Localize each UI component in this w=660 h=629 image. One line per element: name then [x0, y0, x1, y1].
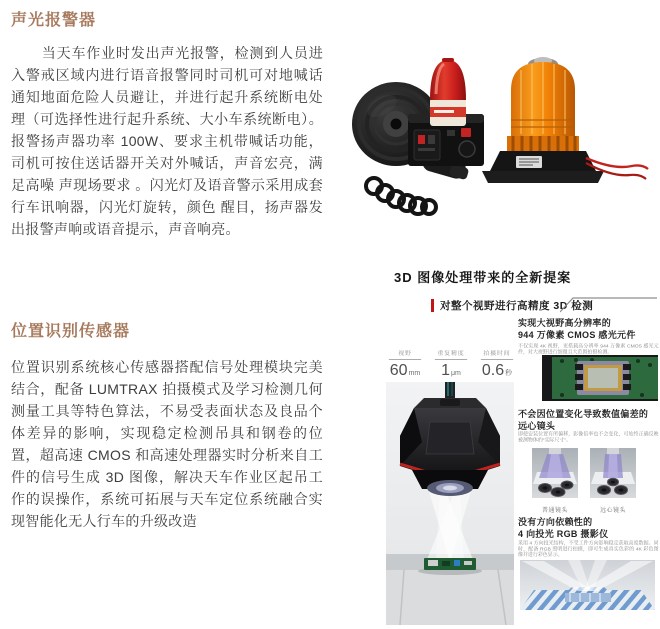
spec-value: 60: [389, 362, 408, 379]
spec-label: 重复精度: [435, 349, 467, 360]
banner-slash-line: [560, 296, 658, 314]
spec-unit: mm: [408, 370, 421, 377]
section2-body: 位置识别系统核心传感器搭配信号处理模块完美结合，配备 LUMTRAX 拍摄模式及学习检测几何测量工具等特色算法，不易受表面状态及良品个体差异的影响，实现稳定检测吊具和钢卷的位置，超高速 CMOS 和高速处理器实时分析来自工件的信号生成 3D 图像，解决天车作业区起吊工作的误操作，系统可拓展与天车定位系统融合实现智能化无人行车的升级改造: [11, 359, 323, 529]
feature1-heading: 实现大视野高分辨率的 944 万像素 CMOS 感光元件: [518, 318, 636, 340]
red-beacon-icon: [430, 58, 466, 126]
normal-lens-caption: 普通镜头: [541, 508, 568, 514]
panel3d-title: 3D 图像处理带来的全新提案: [394, 270, 572, 285]
spec-field-of-view: [386, 347, 424, 380]
feature2-heading: 不会因位置变化导致数值偏差的 远心镜头: [518, 409, 649, 431]
orange-strobe-icon: [482, 57, 648, 183]
red-accent-bar: [431, 299, 434, 312]
spec-value: 0.6: [481, 362, 505, 379]
pcb-workpiece: [418, 558, 482, 575]
spec-label: 视野: [389, 349, 421, 360]
spec-list: [386, 347, 516, 380]
section1-title: 声光报警器: [11, 12, 97, 29]
3d-scanner-photo: [386, 382, 514, 629]
spec-repeatability: [432, 347, 470, 380]
feature3-fine-print: 采用 4 方向投光结构，不受工件方向影响稳定获取高度数据。同时，配备 RGB 照明进行拍摄，即可生成真实色彩的 4K 彩色图像并进行彩色显示。: [518, 540, 659, 558]
spec-unit: 秒: [505, 370, 513, 377]
alarm-devices-photo: [330, 28, 660, 255]
cmos-sensor-photo: [542, 355, 658, 406]
spec-capture-time: [478, 347, 516, 380]
telecentric-lens-caption: 远心镜头: [599, 508, 626, 514]
structured-light-photo: [520, 560, 655, 615]
section2-title: 位置识别传感器: [11, 323, 131, 340]
telecentric-lens-figure: [590, 448, 636, 514]
normal-lens-figure: [532, 448, 578, 514]
feature1-fine-print: 不仅实现 4K 视野，更搭载高分辨率 944 万像素 CMOS 感光元件，对大视野进行细微且大范围拍摄检测。: [518, 343, 659, 355]
section1-body: 当天车作业时发出声光报警，检测到人员进入警戒区域内进行语音报警同时司机可对地喊话通知地面危险人员避让，并进行起升系统断电处理（可选择性进行起升系统、大小车系统断电）。报警扬声器功率 100W、要求主机带喊话功能，司机可按住送话器开关对外喊话，声音宏亮，满足高噪 声现场要求 。闪光灯及语音警示采用成套行车讯响器，闪光灯旋转，颜色 醒目，扬声器发出报警声响或语音提示，声音响亮。: [11, 45, 323, 237]
feature2-fine-print: 即使安装位置有所偏移，影像倍率也不会变化，可始终正确反映被测物体的“实际尺寸”。: [518, 431, 659, 443]
feature3-heading: 没有方向依赖性的 4 向投光 RGB 摄影仪: [518, 517, 609, 539]
spec-unit: μm: [451, 370, 461, 377]
spec-label: 拍摄时间: [481, 349, 513, 360]
panel3d-banner-text: 对整个视野进行高精度 3D 检测: [440, 299, 594, 312]
spec-value: 1: [441, 362, 451, 379]
